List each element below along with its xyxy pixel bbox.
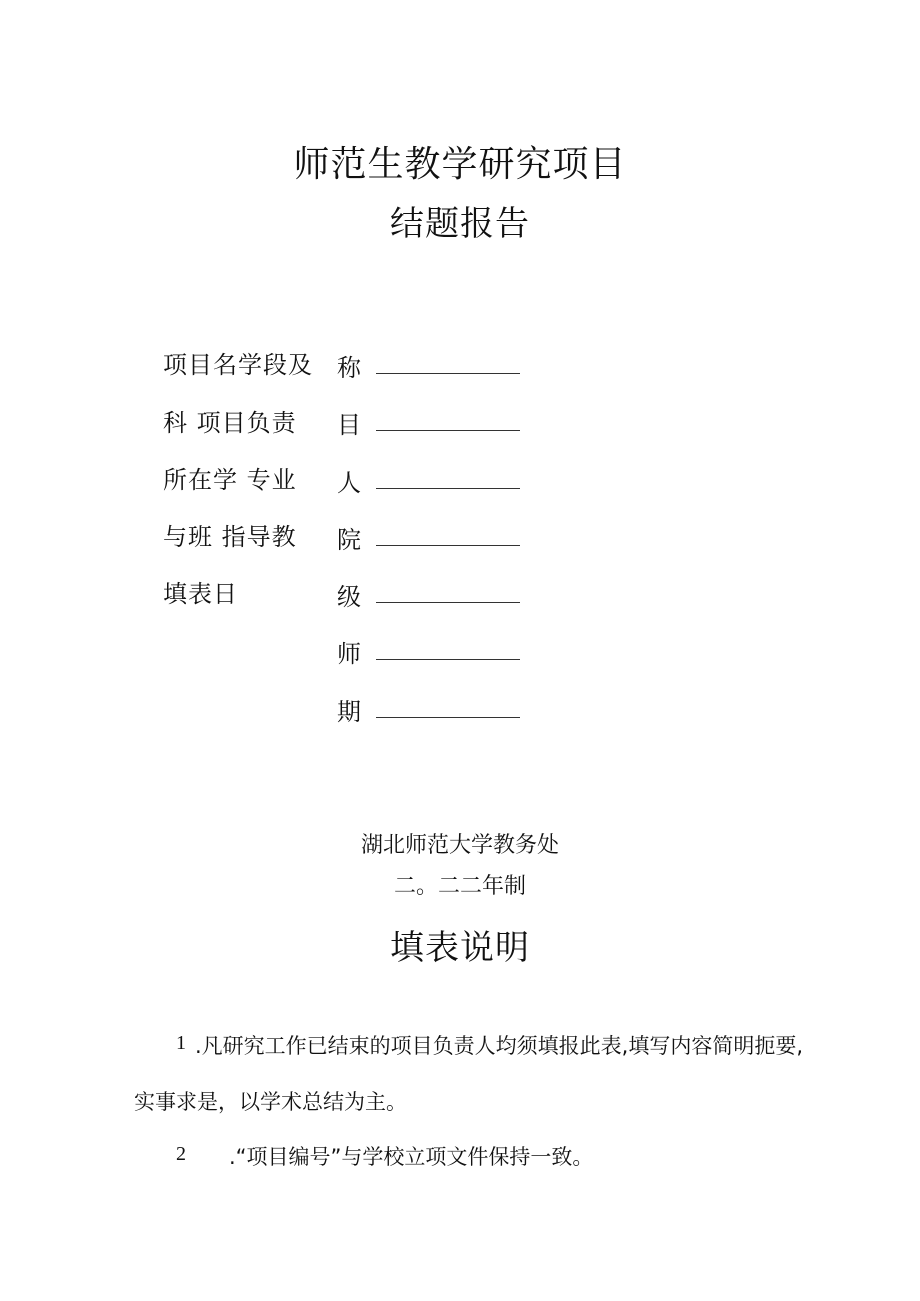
instruction-number-2: 2 <box>176 1143 186 1165</box>
field-label-left-4: 与班 指导教 <box>163 523 297 551</box>
field-label-right-1: 称 <box>337 354 361 382</box>
field-label-right-4: 院 <box>337 526 361 554</box>
field-blank-5[interactable] <box>376 602 520 603</box>
field-label-left-2: 科 项目负责 <box>163 409 297 437</box>
report-title: 师范生教学研究项目 <box>293 144 627 185</box>
field-label-left-3: 所在学 专业 <box>163 466 297 494</box>
field-blank-6[interactable] <box>376 659 520 660</box>
field-blank-7[interactable] <box>376 717 520 718</box>
field-label-right-2: 目 <box>337 411 361 439</box>
field-blank-4[interactable] <box>376 545 520 546</box>
field-blank-3[interactable] <box>376 488 520 489</box>
instructions-title: 填表说明 <box>390 928 530 968</box>
field-blank-1[interactable] <box>376 373 520 374</box>
instruction-text-1-cont: 实事求是，以学术总结为主。 <box>134 1090 407 1114</box>
field-label-right-5: 级 <box>337 583 361 611</box>
instruction-text-1: .凡研究工作已结束的项目负责人均须填报此表,填写内容简明扼要, <box>195 1034 804 1058</box>
field-label-right-7: 期 <box>337 698 361 726</box>
report-subtitle: 结题报告 <box>390 204 530 244</box>
issuer: 湖北师范大学教务处 <box>360 833 559 858</box>
instruction-text-2: .“项目编号”与学校立项文件保持一致。 <box>229 1145 594 1169</box>
field-label-right-6: 师 <box>337 640 361 668</box>
field-label-right-3: 人 <box>337 469 361 497</box>
instruction-number-1: 1 <box>176 1032 186 1054</box>
issue-year: 二。二二年制 <box>393 874 526 899</box>
field-label-left-1: 项目名学段及 <box>163 351 313 379</box>
field-label-left-5: 填表日 <box>163 580 238 608</box>
field-blank-2[interactable] <box>376 430 520 431</box>
